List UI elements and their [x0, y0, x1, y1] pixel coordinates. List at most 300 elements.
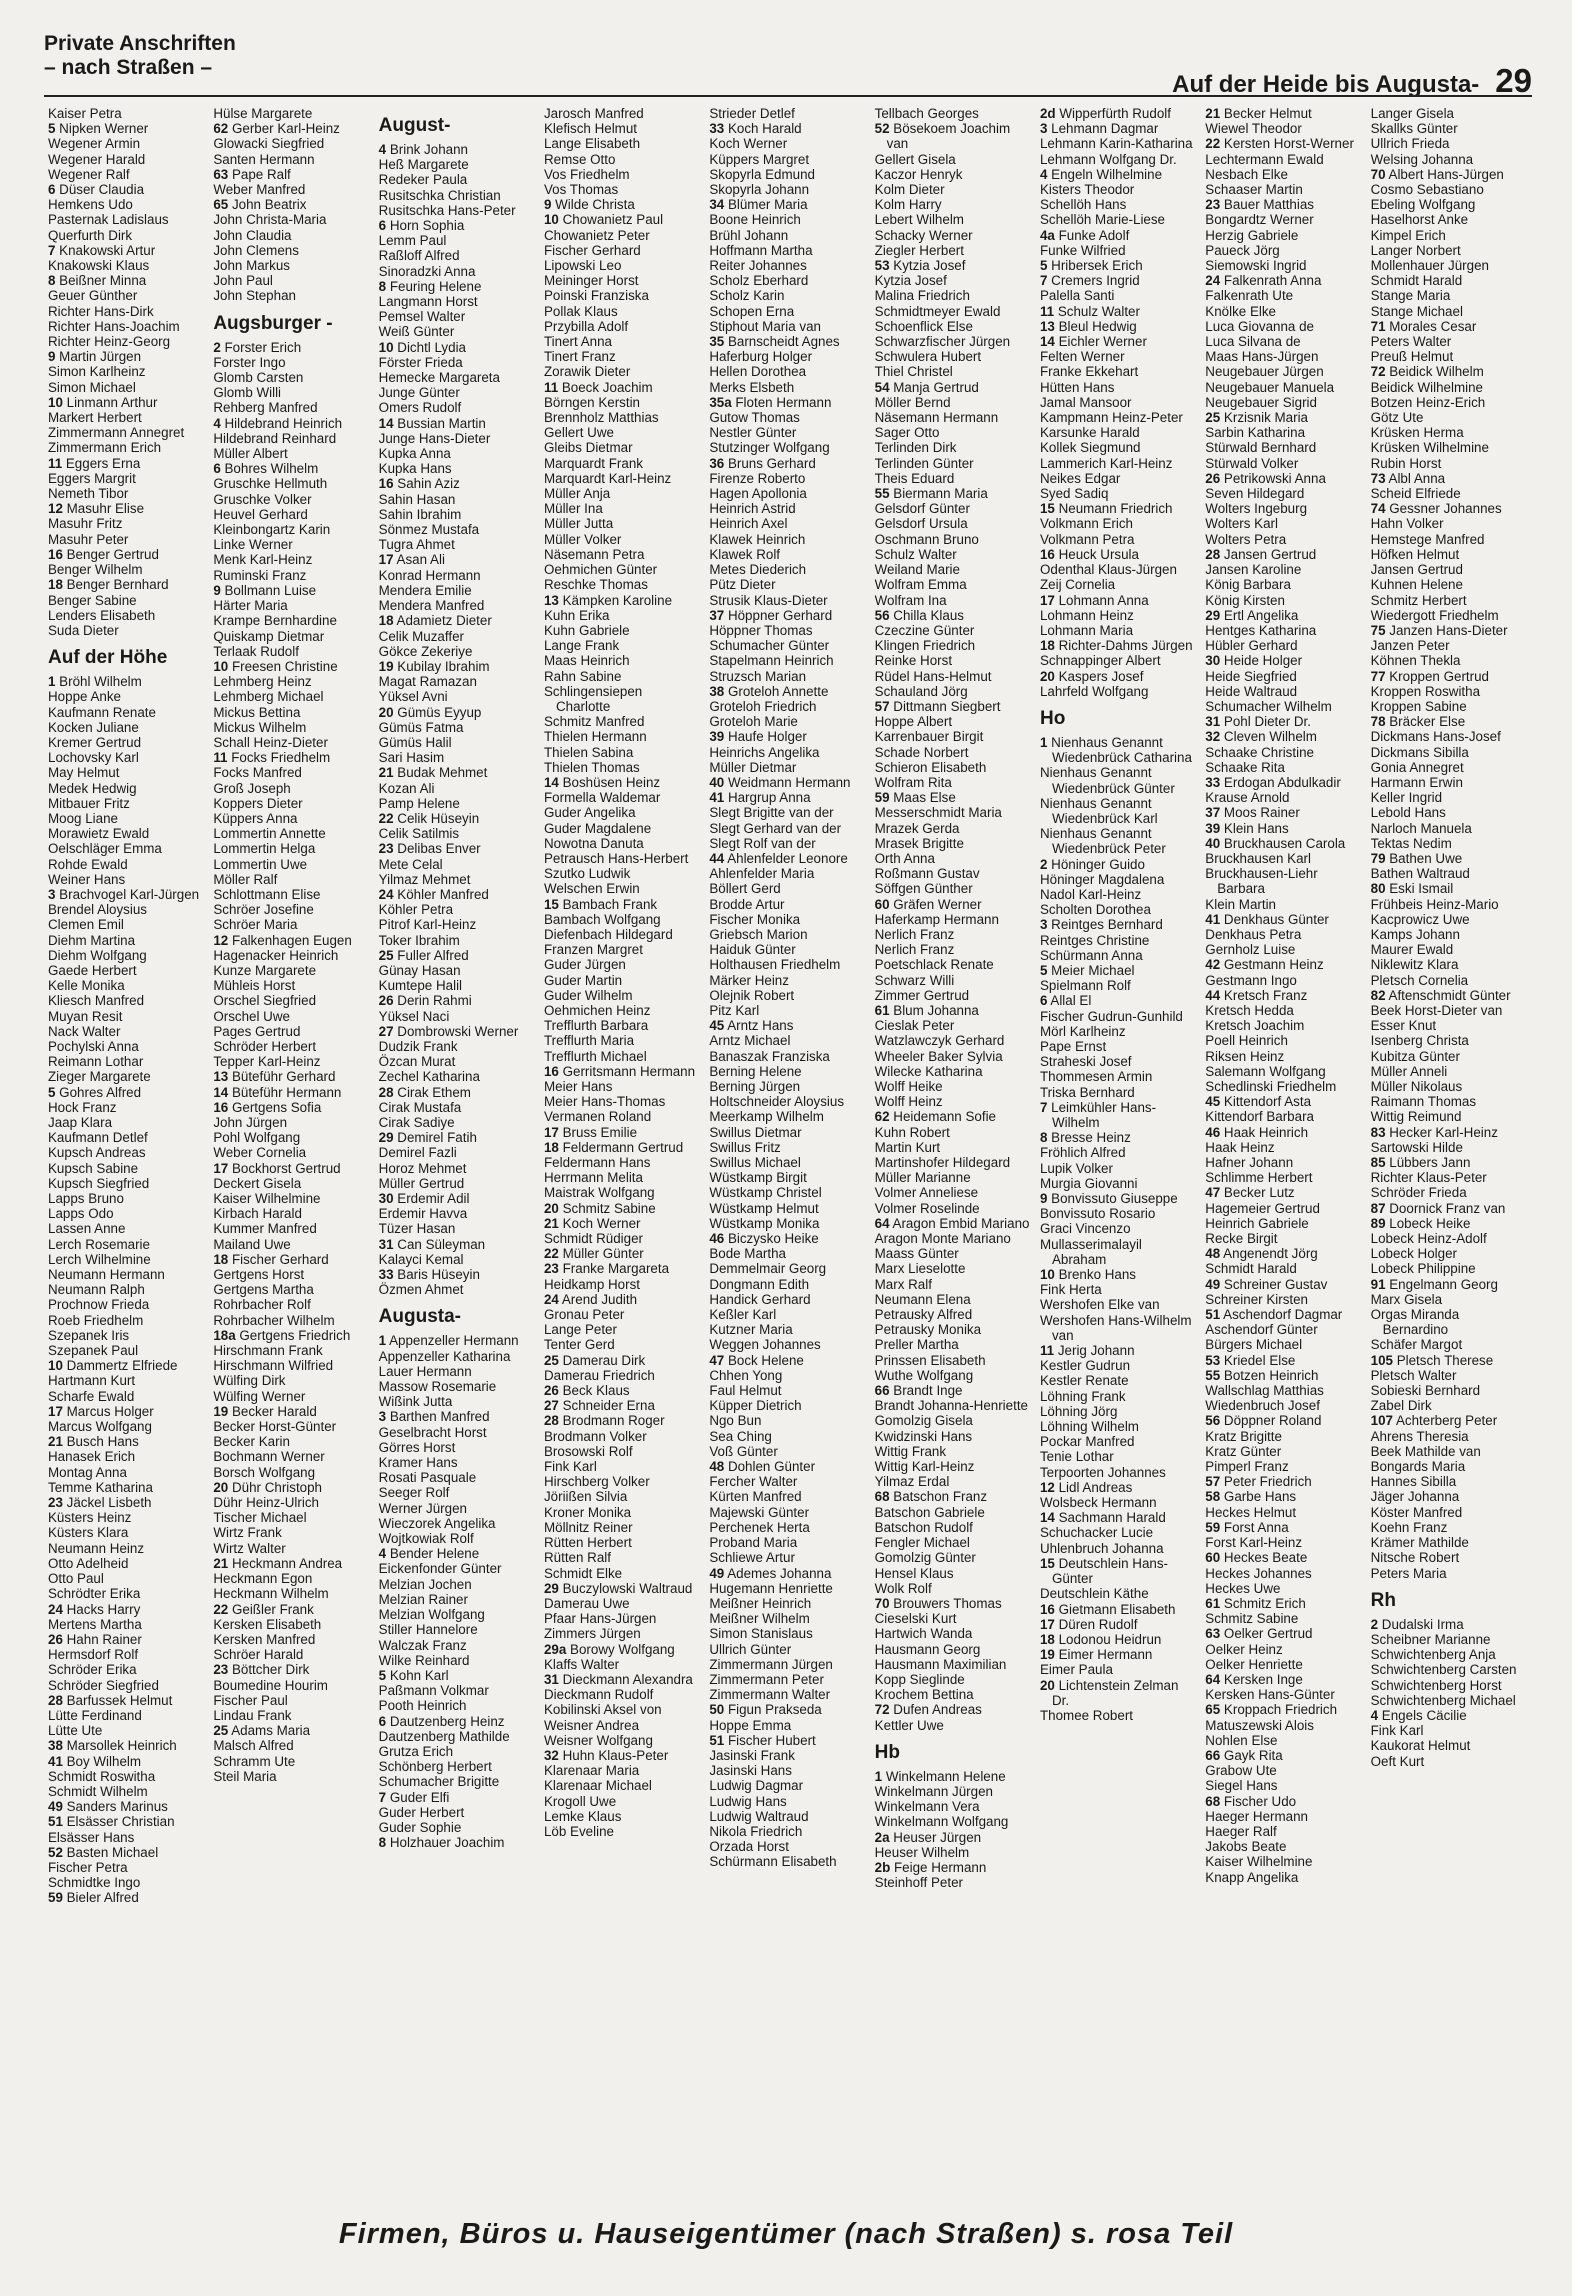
resident-entry: Thomee Robert: [1039, 1707, 1134, 1723]
resident-entry: Forster Ingo: [213, 354, 286, 370]
resident-entry: Rehberg Manfred: [213, 400, 318, 416]
resident-entry: Pletsch Cornelia: [1370, 972, 1469, 988]
resident-entry: John Paul: [213, 273, 273, 289]
resident-entry: Näsemann Petra: [543, 546, 645, 562]
resident-entry: Jäger Johanna: [1370, 1489, 1460, 1505]
street-heading: Auf der Höhe: [48, 647, 168, 669]
resident-entry: Özmen Ahmet: [378, 1282, 464, 1298]
resident-entry: Koppers Dieter: [213, 795, 303, 811]
house-number: 48: [1205, 1246, 1221, 1262]
resident-entry: Kaiser Petra: [48, 106, 122, 121]
resident-entry: Spielmann Rolf: [1039, 978, 1131, 994]
resident-entry: Kersken Elisabeth: [213, 1616, 322, 1632]
resident-entry: Härter Maria: [213, 598, 288, 614]
house-number: 61: [1205, 1595, 1221, 1611]
resident-entry: 4 Engels Cäcilie: [1370, 1707, 1467, 1723]
resident-entry: Mete Celal: [378, 856, 443, 872]
resident-entry: Haeger Ralf: [1205, 1823, 1277, 1839]
resident-entry: 50 Figun Prakseda: [709, 1702, 822, 1718]
resident-entry: Wüstkamp Christel: [709, 1185, 822, 1201]
resident-entry: Holtschneider Aloysius: [709, 1094, 845, 1110]
resident-entry: Poell Heinrich: [1205, 1033, 1288, 1049]
resident-entry: Kretsch Joachim: [1205, 1018, 1305, 1034]
resident-entry: Schellöh Marie-Liese: [1039, 212, 1166, 228]
resident-entry: Meier Hans: [543, 1079, 613, 1094]
resident-entry: 18 Fischer Gerhard: [213, 1251, 329, 1267]
resident-entry: Voß Günter: [709, 1443, 778, 1459]
resident-entry: Kaiser Wilhelmine: [213, 1191, 321, 1207]
resident-entry: 25 Fuller Alfred: [378, 947, 469, 963]
resident-entry: Zimmermann Walter: [709, 1687, 831, 1703]
resident-entry: Formella Waldemar: [543, 790, 661, 806]
resident-entry: 41 Boy Wilhelm: [48, 1753, 142, 1769]
resident-entry: Schmidt Wilhelm: [48, 1783, 148, 1799]
resident-entry: May Helmut: [48, 765, 120, 781]
resident-entry: Cieselski Kurt: [874, 1611, 957, 1627]
house-number: 1: [874, 1768, 883, 1784]
resident-entry: Fischer Paul: [213, 1692, 288, 1708]
resident-entry: Wolters Karl: [1205, 516, 1278, 532]
resident-entry: Palella Santi: [1039, 288, 1115, 304]
resident-entry: Kocken Juliane: [48, 719, 139, 735]
resident-entry: Kopp Sieglinde: [874, 1671, 965, 1687]
resident-entry: Haferkamp Hermann: [874, 911, 999, 927]
resident-entry: 72 Dufen Andreas: [874, 1702, 982, 1718]
resident-entry: 37 Moos Rainer: [1205, 805, 1300, 821]
resident-entry: Hoppe Anke: [48, 689, 121, 705]
resident-entry: Marx Lieselotte: [874, 1261, 966, 1277]
house-number: 11: [213, 750, 228, 766]
house-number: 55: [874, 486, 890, 502]
resident-entry: Remse Otto: [543, 151, 616, 167]
resident-entry: Mrazek Gerda: [874, 820, 960, 836]
resident-entry: 51 Elsässer Christian: [48, 1814, 175, 1830]
resident-entry: Koehn Franz: [1370, 1519, 1448, 1535]
resident-entry: Klarenaar Maria: [543, 1763, 640, 1779]
resident-entry: Otto Paul: [48, 1571, 104, 1587]
resident-entry: 31 Pohl Dieter Dr.: [1205, 714, 1311, 730]
resident-entry: 14 Büteführ Hermann: [213, 1084, 342, 1100]
resident-entry: Muyan Resit: [48, 1008, 123, 1024]
resident-entry: Simon Stanislaus: [709, 1626, 813, 1642]
house-number: 33: [378, 1267, 394, 1283]
resident-entry: Mrasek Brigitte: [874, 835, 964, 851]
resident-entry: Becker Karin: [213, 1434, 290, 1450]
resident-entry: Lehmann Wolfgang Dr.: [1039, 151, 1177, 167]
resident-entry: Rusitschka Christian: [378, 187, 501, 203]
house-number: 2: [1039, 856, 1048, 872]
resident-entry: Cieslak Peter: [874, 1018, 955, 1034]
resident-entry: Ullrich Günter: [709, 1641, 792, 1657]
resident-entry: Höninger Magdalena: [1039, 871, 1165, 887]
resident-entry: Messerschmidt Maria: [874, 805, 1002, 821]
resident-entry: Trefflurth Michael: [543, 1048, 647, 1064]
resident-entry: Stiller Hannelore: [378, 1622, 478, 1638]
resident-entry: 16 Gertgens Sofia: [213, 1099, 322, 1115]
resident-entry: Kisters Theodor: [1039, 182, 1135, 198]
resident-entry: Majewski Günter: [709, 1504, 810, 1520]
resident-entry: 63 Pape Ralf: [213, 166, 291, 182]
resident-entry: Kobilinski Aksel von: [543, 1702, 662, 1718]
house-number: 72: [1370, 364, 1386, 380]
house-number: 2: [1370, 1616, 1379, 1632]
resident-entry: Kolm Harry: [874, 197, 942, 213]
resident-entry: Denkhaus Petra: [1205, 926, 1302, 942]
resident-entry: Menk Karl-Heinz: [213, 552, 313, 568]
resident-entry: Diehm Wolfgang: [48, 947, 147, 963]
resident-entry: 10 Brenko Hans: [1039, 1267, 1137, 1283]
resident-entry: 20 Dühr Christoph: [213, 1479, 323, 1495]
house-number: 36: [709, 455, 725, 471]
house-number: 7: [1039, 273, 1048, 289]
house-number: 68: [1205, 1793, 1221, 1809]
resident-entry: 24 Köhler Manfred: [378, 886, 489, 902]
resident-entry: Hülse Margarete: [213, 106, 313, 121]
resident-entry: Wißink Jutta: [378, 1394, 453, 1410]
resident-entry: 11 Eggers Erna: [48, 455, 141, 471]
directory-column: [209, 106, 374, 2204]
resident-entry: Neugebauer Sigrid: [1205, 394, 1317, 410]
resident-entry: Lütte Ute: [48, 1723, 103, 1739]
resident-entry: Franke Ekkehart: [1039, 364, 1139, 380]
resident-entry: Hoppe Albert: [874, 714, 953, 730]
resident-entry: Kozan Ali: [378, 780, 435, 796]
resident-entry: 55 Botzen Heinrich: [1205, 1367, 1319, 1383]
resident-entry: Winkelmann Vera: [874, 1799, 980, 1815]
directory-column: [375, 106, 540, 2204]
resident-entry: Stange Michael: [1370, 303, 1463, 319]
resident-entry: Winkelmann Wolfgang: [874, 1814, 1009, 1830]
resident-entry: Struzsch Marian: [709, 668, 807, 684]
resident-entry: 75 Janzen Hans-Dieter: [1370, 622, 1508, 638]
resident-entry: 25 Damerau Dirk: [543, 1352, 646, 1368]
resident-entry: Jaap Klara: [48, 1115, 113, 1130]
resident-entry: Yüksel Avni: [378, 689, 448, 705]
resident-entry: Kratz Günter: [1205, 1443, 1282, 1459]
resident-entry: Lehmann Karin-Katharina: [1039, 136, 1193, 152]
resident-entry: Bathen Waltraud: [1370, 866, 1470, 882]
house-number: 44: [709, 850, 725, 866]
resident-entry: 40 Weidmann Hermann: [709, 774, 851, 790]
resident-entry: Kelle Monika: [48, 978, 125, 994]
resident-entry: Erdemir Havva: [378, 1206, 468, 1222]
resident-entry: 6 Allal El: [1039, 993, 1092, 1009]
resident-entry: Orgas Miranda Bernardino: [1370, 1307, 1460, 1338]
resident-entry: Fischer Gudrun-Gunhild: [1039, 1008, 1183, 1024]
resident-entry: 32 Huhn Klaus-Peter: [543, 1747, 669, 1763]
resident-entry: 17 Marcus Holger: [48, 1403, 154, 1419]
resident-entry: Janzen Peter: [1370, 638, 1450, 654]
resident-entry: Müller Ina: [543, 501, 603, 517]
resident-entry: Steinhoff Peter: [874, 1875, 963, 1891]
resident-entry: Poetschlack Renate: [874, 957, 994, 973]
resident-entry: Rohde Ewald: [48, 856, 128, 872]
house-number: 26: [1205, 470, 1221, 486]
resident-entry: Hartwich Wanda: [874, 1626, 973, 1642]
resident-entry: Dudzik Frank: [378, 1038, 458, 1054]
resident-entry: Diehm Martina: [48, 932, 136, 948]
resident-entry: 1 Nienhaus Genannt Wiedenbrück Catharina: [1039, 734, 1192, 766]
house-number: 105: [1370, 1352, 1393, 1368]
resident-entry: Kramer Hans: [378, 1455, 458, 1471]
house-number: 17: [378, 552, 394, 568]
resident-entry: Lommertin Annette: [213, 826, 326, 842]
street-heading: Augusta-: [378, 1306, 461, 1328]
resident-entry: Haeger Hermann: [1205, 1808, 1309, 1824]
resident-entry: Gümüs Halil: [378, 734, 452, 750]
house-number: 25: [543, 1352, 559, 1368]
resident-entry: 20 Kaspers Josef: [1039, 668, 1144, 684]
resident-entry: Richter Hans-Joachim: [48, 318, 180, 334]
house-number: 51: [48, 1814, 63, 1830]
resident-entry: Beek Mathilde van: [1370, 1443, 1481, 1459]
resident-entry: Köhnen Thekla: [1370, 653, 1461, 669]
resident-entry: Kestler Gudrun: [1039, 1358, 1131, 1374]
house-number: 60: [1205, 1550, 1221, 1566]
resident-entry: Neumann Hermann: [48, 1267, 165, 1283]
resident-entry: Frühbeis Heinz-Mario: [1370, 896, 1499, 912]
resident-entry: Nikola Friedrich: [709, 1823, 803, 1839]
resident-entry: 3 Barthen Manfred: [378, 1409, 490, 1425]
resident-entry: Olejnik Robert: [709, 987, 795, 1003]
resident-entry: Förster Frieda: [378, 354, 463, 370]
house-number: 49: [709, 1565, 725, 1581]
resident-entry: Oelker Heinz: [1205, 1641, 1283, 1657]
resident-entry: Pages Gertrud: [213, 1023, 301, 1039]
resident-entry: Lauer Hermann: [378, 1363, 472, 1379]
resident-entry: Börngen Kerstin: [543, 394, 641, 410]
resident-entry: 23 Jäckel Lisbeth: [48, 1495, 152, 1511]
resident-entry: Thielen Thomas: [543, 759, 640, 775]
house-number: 4: [378, 1546, 387, 1562]
resident-entry: Poinski Franziska: [543, 288, 649, 304]
resident-entry: 39 Haufe Holger: [709, 729, 807, 745]
house-number: 6: [48, 182, 56, 198]
resident-entry: Bongards Maria: [1370, 1459, 1466, 1475]
resident-entry: Heide Siegfried: [1205, 668, 1297, 684]
resident-entry: Merks Elsbeth: [709, 379, 795, 395]
resident-entry: 49 Sanders Marinus: [48, 1799, 168, 1815]
resident-entry: Tepper Karl-Heinz: [213, 1054, 321, 1070]
resident-entry: 64 Kersken Inge: [1205, 1671, 1303, 1687]
house-number: 39: [1205, 820, 1221, 836]
house-number: 26: [543, 1383, 559, 1399]
resident-entry: Massow Rosemarie: [378, 1379, 497, 1395]
resident-entry: 45 Kittendorf Asta: [1205, 1094, 1312, 1110]
resident-entry: Schwichtenberg Horst: [1370, 1677, 1502, 1693]
house-number: 19: [378, 658, 394, 674]
house-number: 45: [709, 1018, 725, 1034]
resident-entry: 12 Lidl Andreas: [1039, 1479, 1133, 1495]
resident-entry: 59 Maas Else: [874, 790, 956, 806]
resident-entry: 1 Winkelmann Helene: [874, 1768, 1006, 1784]
resident-entry: Batschon Gabriele: [874, 1504, 985, 1520]
resident-entry: Zorawik Dieter: [543, 364, 631, 380]
directory-column: [44, 106, 209, 2204]
resident-entry: 14 Sachmann Harald: [1039, 1510, 1166, 1526]
resident-entry: Lemm Paul: [378, 233, 447, 249]
resident-entry: 62 Heidemann Sofie: [874, 1109, 996, 1125]
resident-entry: Kaufmann Renate: [48, 704, 156, 720]
resident-entry: Hahn Volker: [1370, 516, 1444, 532]
house-number: 3: [1039, 121, 1048, 137]
resident-entry: Mitbauer Fritz: [48, 795, 130, 811]
house-number: 15: [1039, 1555, 1055, 1571]
house-number: 54: [874, 379, 890, 395]
resident-entry: Guder Wilhelm: [543, 987, 633, 1003]
resident-entry: Scholz Eberhard: [709, 273, 809, 289]
house-number: 20: [1039, 1677, 1055, 1693]
house-number: 17: [1039, 1616, 1055, 1632]
resident-entry: 22 Kersten Horst-Werner: [1205, 136, 1354, 152]
resident-entry: 48 Angenendt Jörg: [1205, 1246, 1318, 1262]
house-number: 17: [1039, 592, 1055, 608]
directory-column: [871, 106, 1036, 2204]
house-number: 63: [213, 166, 229, 182]
resident-entry: Marcus Wolfgang: [48, 1419, 152, 1435]
resident-entry: Bruckhausen Karl: [1205, 850, 1311, 866]
house-number: 21: [48, 1434, 63, 1450]
resident-entry: Celik Muzaffer: [378, 628, 464, 644]
resident-entry: Kytzia Josef: [874, 273, 947, 289]
resident-entry: Riksen Heinz: [1205, 1048, 1285, 1064]
resident-entry: Hirschmann Frank: [213, 1343, 323, 1359]
resident-entry: Zabel Dirk: [1370, 1398, 1432, 1414]
resident-entry: Mailand Uwe: [213, 1236, 291, 1252]
resident-entry: Hensel Klaus: [874, 1565, 954, 1581]
resident-entry: Paueck Jörg: [1205, 242, 1280, 258]
house-number: 65: [213, 197, 229, 213]
resident-entry: Schlingensiepen Charlotte: [543, 683, 643, 714]
resident-entry: Malsch Alfred: [213, 1738, 294, 1754]
resident-entry: Hannes Sibilla: [1370, 1474, 1457, 1490]
house-number: 41: [709, 790, 725, 806]
resident-entry: Hemkens Udo: [48, 197, 133, 213]
house-number: 49: [48, 1799, 63, 1815]
resident-entry: Kroppen Sabine: [1370, 698, 1467, 714]
resident-entry: 9 Wilde Christa: [543, 197, 635, 213]
house-number: 53: [874, 258, 890, 274]
resident-entry: Tellbach Georges: [874, 106, 979, 121]
resident-entry: Haferburg Holger: [709, 349, 813, 365]
resident-entry: 21 Heckmann Andrea: [213, 1555, 343, 1571]
house-number: 38: [48, 1738, 63, 1754]
resident-entry: Martinshofer Hildegard: [874, 1155, 1011, 1171]
house-number: 17: [543, 1124, 559, 1140]
resident-entry: 3 Brachvogel Karl-Jürgen: [48, 886, 200, 902]
resident-entry: Masuhr Fritz: [48, 516, 123, 532]
resident-entry: Orschel Uwe: [213, 1008, 290, 1024]
house-number: 5: [378, 1667, 387, 1683]
resident-entry: Oehmichen Heinz: [543, 1002, 651, 1018]
resident-entry: Schnappinger Albert: [1039, 653, 1161, 669]
resident-entry: 6 Dautzenberg Heinz: [378, 1713, 505, 1729]
street-heading: August-: [378, 115, 451, 136]
resident-entry: 107 Achterberg Peter: [1370, 1413, 1498, 1429]
resident-entry: Ludwig Waltraud: [709, 1808, 809, 1824]
resident-entry: Höfken Helmut: [1370, 546, 1460, 562]
house-number: 15: [1039, 501, 1055, 517]
resident-entry: Bürgers Michael: [1205, 1337, 1303, 1353]
resident-entry: Kupsch Siegfried: [48, 1175, 150, 1191]
resident-entry: 2a Heuser Jürgen: [874, 1829, 982, 1845]
resident-entry: 66 Brandt Inge: [874, 1383, 963, 1399]
resident-entry: 28 Barfussek Helmut: [48, 1692, 173, 1708]
resident-entry: Kacprowicz Uwe: [1370, 911, 1470, 927]
resident-entry: 3 Lehmann Dagmar: [1039, 121, 1159, 137]
resident-entry: Lobeck Philippine: [1370, 1261, 1476, 1277]
resident-entry: Reimann Lothar: [48, 1054, 144, 1070]
header-title-line2: – nach Straßen –: [44, 56, 213, 79]
house-number: 68: [874, 1489, 890, 1505]
resident-entry: Mendera Emilie: [378, 582, 472, 598]
resident-entry: Küppers Anna: [213, 810, 298, 826]
resident-entry: Volkmann Petra: [1039, 531, 1135, 547]
page-header-title: [44, 32, 236, 80]
house-number: 4: [1039, 166, 1048, 182]
house-number: 25: [378, 947, 394, 963]
house-number: 5: [48, 1084, 56, 1100]
house-number: 3: [48, 886, 56, 902]
resident-entry: Skopyrla Johann: [709, 182, 810, 198]
resident-entry: Konrad Hermann: [378, 567, 481, 583]
resident-entry: Pohl Wolfgang: [213, 1130, 301, 1146]
resident-entry: Hemstege Manfred: [1370, 531, 1485, 547]
house-number: 28: [48, 1692, 63, 1708]
resident-entry: 18a Gertgens Friedrich: [213, 1327, 351, 1343]
resident-entry: Gleibs Dietmar: [543, 440, 633, 456]
resident-entry: 18 Feldermann Gertrud: [543, 1139, 684, 1155]
resident-entry: Wüstkamp Birgit: [709, 1170, 807, 1186]
resident-entry: Pfaar Hans-Jürgen: [543, 1611, 657, 1627]
resident-entry: Perchenek Herta: [709, 1519, 810, 1535]
resident-entry: Mendera Manfred: [378, 598, 485, 614]
resident-entry: Swillus Michael: [709, 1155, 801, 1171]
resident-entry: Hugemann Henriette: [709, 1580, 833, 1596]
resident-entry: Gellert Gisela: [874, 151, 956, 167]
resident-entry: 45 Arntz Hans: [709, 1018, 794, 1034]
resident-entry: Kestler Renate: [1039, 1373, 1129, 1389]
resident-entry: Möllnitz Reiner: [543, 1519, 633, 1535]
resident-entry: 4 Brink Johann: [378, 142, 468, 157]
house-number: 11: [543, 379, 559, 395]
house-number: 14: [378, 415, 394, 431]
resident-entry: Kwidzinski Hans: [874, 1428, 973, 1444]
resident-entry: Metes Diederich: [709, 562, 807, 578]
resident-entry: Boumedine Hourim: [213, 1677, 328, 1693]
house-number: 8: [378, 278, 387, 294]
house-number: 23: [1205, 197, 1221, 213]
resident-entry: Kutzner Maria: [709, 1322, 793, 1338]
resident-entry: Klawek Rolf: [709, 546, 781, 562]
resident-entry: Siemowski Ingrid: [1205, 258, 1307, 274]
resident-entry: Markert Herbert: [48, 410, 142, 426]
resident-entry: Haak Heinz: [1205, 1139, 1275, 1155]
resident-entry: Müller Volker: [543, 531, 622, 547]
resident-entry: Lommertin Helga: [213, 841, 316, 857]
resident-entry: Montag Anna: [48, 1464, 127, 1480]
resident-entry: Guder Angelika: [543, 805, 636, 821]
resident-entry: Santen Hermann: [213, 151, 315, 167]
resident-entry: Kubitza Günter: [1370, 1048, 1460, 1064]
house-number: 18: [48, 577, 63, 593]
resident-entry: 5 Hribersek Erich: [1039, 258, 1143, 274]
resident-entry: 79 Bathen Uwe: [1370, 850, 1463, 866]
resident-entry: 3 Reintges Bernhard: [1039, 917, 1163, 933]
resident-entry: Pooth Heinrich: [378, 1698, 467, 1714]
resident-entry: Weber Manfred: [213, 182, 306, 198]
resident-entry: John Jürgen: [213, 1115, 288, 1130]
